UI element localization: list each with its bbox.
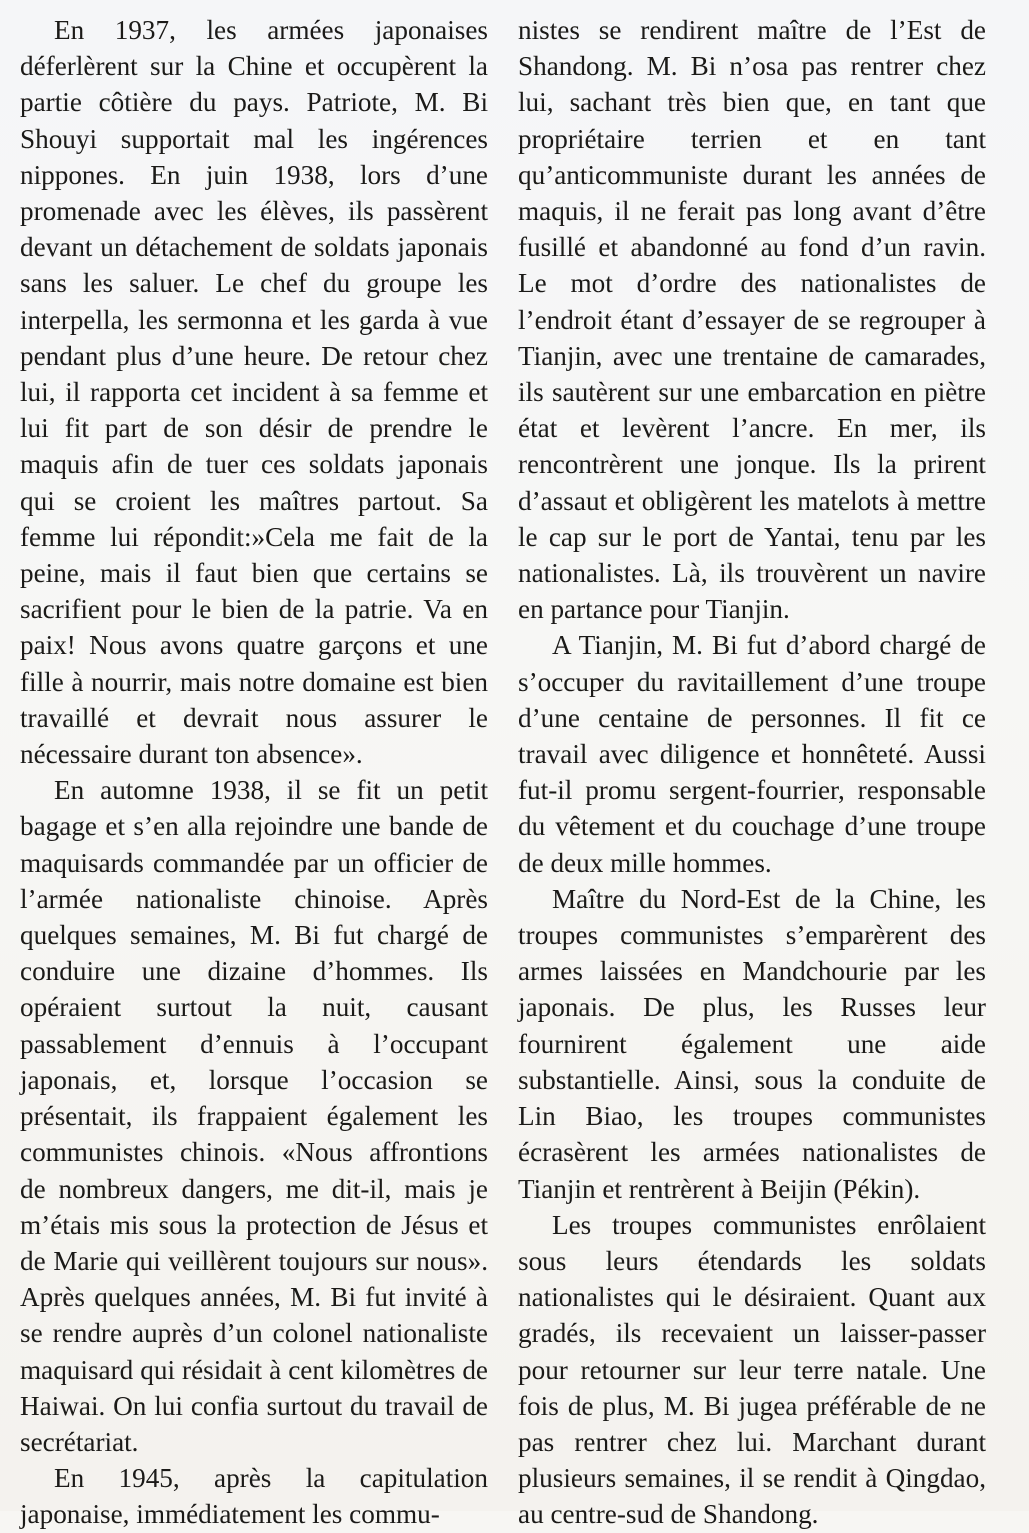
left-column (20, 12, 488, 1533)
paragraph: Maître du Nord-Est de la Chine, les troupes communistes s’emparèrent des armes laissées en Mandchourie par les japonais. De plus, les Russes leur fournirent également une aide substantielle. Ainsi, sous la conduite de Lin Biao, les troupes communistes écrasèrent les armées nationalistes de Tianjin et rentrèrent à Beijin (Pékin). (518, 883, 986, 1204)
paragraph: Les troupes communistes enrôlaient sous leurs étendards les soldats nationalistes qui le désiraient. Quant aux gradés, ils recevaient un laisser-passer pour retourner sur leur terre natale. Une fois de plus, M. Bi jugea préférable de ne pas rentrer chez lui. Marchant durant plusieurs semaines, il se rendit à Qingdao, au centre-sud de Shandong. (518, 1209, 986, 1530)
paragraph: En 1937, les armées japonaises déferlèrent sur la Chine et occupèrent la partie côtière du pays. Patriote, M. Bi Shouyi supportait mal les ingérences nippones. En juin 1938, lors d’une promenade avec les élèves, ils passèrent devant un détachement de soldats japonais sans les saluer. Le chef du groupe les interpella, les sermonna et les garda à vue pendant plus d’une heure. De retour chez lui, il rapporta cet incident à sa femme et lui fit part de son désir de prendre le maquis afin de tuer ces soldats japonais qui se croient les maîtres partout. Sa femme lui répondit:»Cela me fait de la peine, mais il faut bien que certains se sacrifient pour le bien de la patrie. Va en paix! Nous avons quatre garçons et une fille à nourrir, mais notre domaine est bien travaillé et devrait nous assurer le nécessaire durant ton absence». (20, 15, 488, 770)
paragraph: nistes se rendirent maître de l’Est de Shandong. M. Bi n’osa pas rentrer chez lui, sachant très bien que, en tant que propriétaire terrien et en tant qu’anticommuniste durant les années de maquis, il ne ferait pas long avant d’être fusillé et abandonné au fond d’un ravin. Le mot d’ordre des nationalistes de l’endroit étant d’essayer de se regrouper à Tianjin, avec une trentaine de camarades, ils sautèrent sur une embarcation en piètre état et levèrent l’ancre. En mer, ils rencontrèrent une jonque. Ils la prirent d’assaut et obligèrent les matelots à mettre le cap sur le port de Yantai, tenu par les nationalistes. Là, ils trouvèrent un navire en partance pour Tianjin. (518, 15, 986, 625)
paragraph: En 1945, après la capitulation japonaise, immédiatement les commu- (20, 1463, 488, 1530)
paragraph: En automne 1938, il se fit un petit bagage et s’en alla rejoindre une bande de maquisards commandée par un officier de l’armée nationaliste chinoise. Après quelques semaines, M. Bi fut chargé de conduire une dizaine d’hommes. Ils opéraient surtout la nuit, causant passablement d’ennuis à l’occupant japonais, et, lorsque l’occasion se présentait, ils frappaient également les communistes chinois. «Nous affrontions de nombreux dangers, me dit-il, mais je m’étais mis sous la protection de Jésus et de Marie qui veillèrent toujours sur nous». Après quelques années, M. Bi fut invité à se rendre auprès d’un colonel nationaliste maquisard qui résidait à cent kilomètres de Haiwai. On lui confia surtout du travail de secrétariat. (20, 775, 488, 1457)
paragraph: A Tianjin, M. Bi fut d’abord chargé de s’occuper du ravitaillement d’une troupe d’une centaine de personnes. Il fit ce travail avec diligence et honnêteté. Aussi fut-il promu sergent-fourrier, responsable du vêtement et du couchage d’une troupe de deux mille hommes. (518, 630, 986, 878)
right-column (518, 12, 986, 1533)
